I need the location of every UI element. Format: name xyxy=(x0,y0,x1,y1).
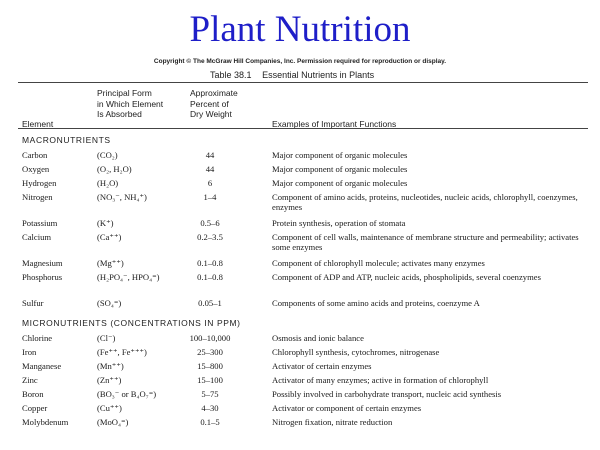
cell-function: Major component of organic molecules xyxy=(272,178,408,188)
cell-percent: 6 xyxy=(207,178,213,188)
cell-form: (Ca⁺⁺) xyxy=(97,232,122,242)
cell-form: (MoO₄⁼) xyxy=(97,417,129,427)
cell-percent: 15–100 xyxy=(197,375,223,385)
cell-form: (BO₃⁻ or B₄O₇⁼) xyxy=(97,389,157,399)
cell-percent: 0.5–6 xyxy=(200,218,220,228)
cell-form: (H₂O) xyxy=(97,178,119,188)
cell-percent: 0.1–0.8 xyxy=(197,272,223,282)
cell-function: Activator of certain enzymes xyxy=(272,361,372,371)
cell-function: Component of amino acids, proteins, nucleotides, nucleic acids, chlorophyll, coenzymes, enzymes xyxy=(272,192,578,213)
header-percent: Approximate Percent of Dry Weight xyxy=(190,88,238,119)
cell-element: Potassium xyxy=(22,218,58,228)
cell-element: Copper xyxy=(22,403,48,413)
cell-function: Activator of many enzymes; active in formation of chlorophyll xyxy=(272,375,489,385)
cell-element: Magnesium xyxy=(22,258,63,268)
cell-element: Chlorine xyxy=(22,333,53,343)
cell-percent: 0.2–3.5 xyxy=(197,232,223,242)
cell-element: Iron xyxy=(22,347,37,357)
cell-percent: 0.05–1 xyxy=(198,298,222,308)
cell-percent: 44 xyxy=(205,164,215,174)
cell-form: (Fe⁺⁺, Fe⁺⁺⁺) xyxy=(97,347,147,357)
cell-percent: 0.1–5 xyxy=(200,417,220,427)
cell-percent: 5–75 xyxy=(201,389,219,399)
copyright-notice: Copyright © The McGraw Hill Companies, Inc. Permission required for reproduction or display. xyxy=(153,58,447,65)
cell-element: Phosphorus xyxy=(22,272,63,282)
cell-element: Sulfur xyxy=(22,298,44,308)
header-element: Element xyxy=(22,119,54,129)
cell-percent: 15–800 xyxy=(197,361,223,371)
macronutrients-heading: MACRONUTRIENTS xyxy=(22,135,111,145)
header-functions: Examples of Important Functions xyxy=(272,119,397,129)
cell-percent: 4–30 xyxy=(201,403,219,413)
cell-form: (Cu⁺⁺) xyxy=(97,403,122,413)
cell-form: (Mn⁺⁺) xyxy=(97,361,124,371)
cell-element: Hydrogen xyxy=(22,178,57,188)
table-number: Table 38.1 xyxy=(210,70,252,80)
cell-element: Molybdenum xyxy=(22,417,69,427)
cell-form: (SO₄⁼) xyxy=(97,298,122,308)
cell-function: Major component of organic molecules xyxy=(272,150,408,160)
cell-function: Protein synthesis, operation of stomata xyxy=(272,218,406,228)
slide-title: Plant Nutrition xyxy=(189,9,411,50)
cell-form: (Zn⁺⁺) xyxy=(97,375,122,385)
cell-element: Zinc xyxy=(22,375,38,385)
cell-function: Components of some amino acids and proteins, coenzyme A xyxy=(272,298,480,308)
cell-element: Carbon xyxy=(22,150,48,160)
cell-function: Component of chlorophyll molecule; activates many enzymes xyxy=(272,258,485,268)
cell-function: Component of ADP and ATP, nucleic acids, phospholipids, several coenzymes xyxy=(272,272,541,282)
cell-function: Activator or component of certain enzymes xyxy=(272,403,422,413)
header-form: Principal Form in Which Element Is Absorbed xyxy=(97,88,164,119)
cell-percent: 1–4 xyxy=(203,192,217,202)
cell-form: (CO₂) xyxy=(97,150,118,160)
table-top-rule xyxy=(18,82,588,83)
cell-element: Calcium xyxy=(22,232,52,242)
cell-function: Major component of organic molecules xyxy=(272,164,408,174)
cell-percent: 100–10,000 xyxy=(189,333,231,343)
cell-percent: 44 xyxy=(205,150,215,160)
cell-form: (Mg⁺⁺) xyxy=(97,258,124,268)
cell-function: Possibly involved in carbohydrate transport, nucleic acid synthesis xyxy=(272,389,502,399)
cell-function: Component of cell walls, maintenance of membrane structure and permeability; activates some enzymes xyxy=(272,232,579,253)
cell-element: Oxygen xyxy=(22,164,50,174)
cell-percent: 0.1–0.8 xyxy=(197,258,223,268)
cell-element: Manganese xyxy=(22,361,62,371)
table-caption xyxy=(150,70,590,80)
cell-function: Osmosis and ionic balance xyxy=(272,333,364,343)
cell-function: Chlorophyll synthesis, cytochromes, nitrogenase xyxy=(272,347,440,357)
header-bottom-rule xyxy=(18,128,588,129)
table-title: Essential Nutrients in Plants xyxy=(262,70,375,80)
cell-form: (Cl⁻) xyxy=(97,333,116,343)
micronutrients-heading: MICRONUTRIENTS (CONCENTRATIONS IN PPM) xyxy=(22,318,241,328)
cell-element: Boron xyxy=(22,389,44,399)
cell-form: (NO₃⁻, NH₄⁺) xyxy=(97,192,147,202)
cell-form: (K⁺) xyxy=(97,218,114,228)
cell-function: Nitrogen fixation, nitrate reduction xyxy=(272,417,393,427)
cell-percent: 25–300 xyxy=(197,347,223,357)
cell-form: (O₂, H₂O) xyxy=(97,164,132,174)
cell-form: (H₂PO₄⁻, HPO₄⁼) xyxy=(97,272,160,282)
cell-element: Nitrogen xyxy=(22,192,53,202)
